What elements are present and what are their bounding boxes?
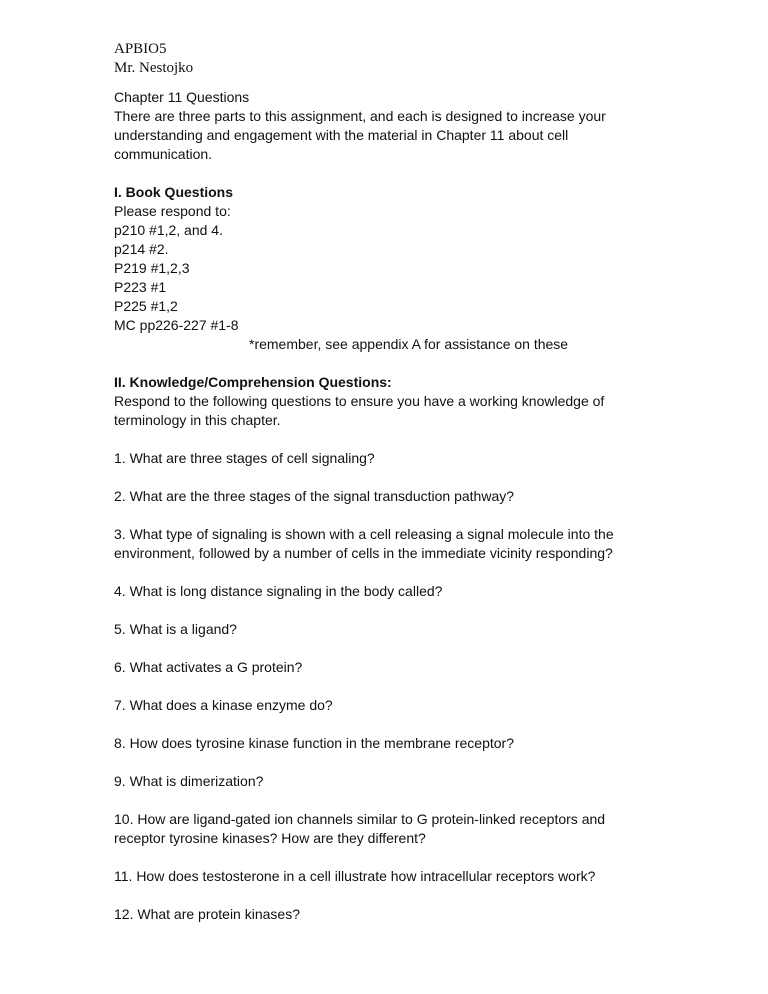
section-title-knowledge-questions: II. Knowledge/Comprehension Questions: bbox=[114, 374, 392, 390]
question-item bbox=[114, 525, 674, 563]
question-text: 12. What are protein kinases? bbox=[114, 906, 300, 922]
question-text: receptor tyrosine kinases? How are they different? bbox=[114, 830, 426, 846]
book-question-item: p214 #2. bbox=[114, 241, 169, 257]
book-questions-section bbox=[114, 183, 674, 354]
question-item bbox=[114, 734, 674, 753]
section-title-book-questions: I. Book Questions bbox=[114, 184, 234, 200]
question-item bbox=[114, 620, 674, 639]
intro-section bbox=[114, 88, 674, 164]
book-question-item: MC pp226-227 #1-8 bbox=[114, 317, 239, 333]
document-header bbox=[114, 40, 674, 78]
question-item bbox=[114, 810, 674, 848]
book-question-item: P223 #1 bbox=[114, 279, 167, 295]
document-page bbox=[114, 40, 674, 924]
question-item bbox=[114, 582, 674, 601]
question-item bbox=[114, 905, 674, 924]
question-text: 2. What are the three stages of the signal transduction pathway? bbox=[114, 488, 515, 504]
question-item bbox=[114, 867, 674, 886]
section-instructions: Respond to the following questions to ensure you have a working knowledge of bbox=[114, 393, 605, 409]
assignment-title: Chapter 11 Questions bbox=[114, 89, 250, 105]
question-text: 9. What is dimerization? bbox=[114, 773, 264, 789]
intro-line: understanding and engagement with the material in Chapter 11 about cell bbox=[114, 127, 569, 143]
question-text: 7. What does a kinase enzyme do? bbox=[114, 697, 333, 713]
question-item bbox=[114, 658, 674, 677]
question-text: 5. What is a ligand? bbox=[114, 621, 237, 637]
question-text: 1. What are three stages of cell signaling? bbox=[114, 450, 375, 466]
question-item bbox=[114, 487, 674, 506]
knowledge-questions-section bbox=[114, 373, 674, 924]
question-item bbox=[114, 449, 674, 468]
course-name: APBIO5 bbox=[114, 41, 167, 57]
question-item bbox=[114, 696, 674, 715]
book-question-item: P219 #1,2,3 bbox=[114, 260, 190, 276]
book-questions-prompt: Please respond to: bbox=[114, 203, 231, 219]
teacher-name: Mr. Nestojko bbox=[114, 60, 194, 76]
book-question-item: P225 #1,2 bbox=[114, 298, 178, 314]
appendix-note: *remember, see appendix A for assistance on these bbox=[249, 336, 569, 352]
question-text: 3. What type of signaling is shown with a cell releasing a signal molecule into the bbox=[114, 526, 614, 542]
question-text: 10. How are ligand-gated ion channels similar to G protein-linked receptors and bbox=[114, 811, 606, 827]
section-instructions: terminology in this chapter. bbox=[114, 412, 281, 428]
book-question-item: p210 #1,2, and 4. bbox=[114, 222, 223, 238]
question-text: 4. What is long distance signaling in the body called? bbox=[114, 583, 443, 599]
question-text: environment, followed by a number of cells in the immediate vicinity responding? bbox=[114, 545, 613, 561]
question-list bbox=[114, 449, 674, 924]
question-text: 6. What activates a G protein? bbox=[114, 659, 303, 675]
intro-line: There are three parts to this assignment, and each is designed to increase your bbox=[114, 108, 606, 124]
question-text: 11. How does testosterone in a cell illustrate how intracellular receptors work? bbox=[114, 868, 596, 884]
intro-line: communication. bbox=[114, 146, 213, 162]
question-text: 8. How does tyrosine kinase function in the membrane receptor? bbox=[114, 735, 514, 751]
question-item bbox=[114, 772, 674, 791]
